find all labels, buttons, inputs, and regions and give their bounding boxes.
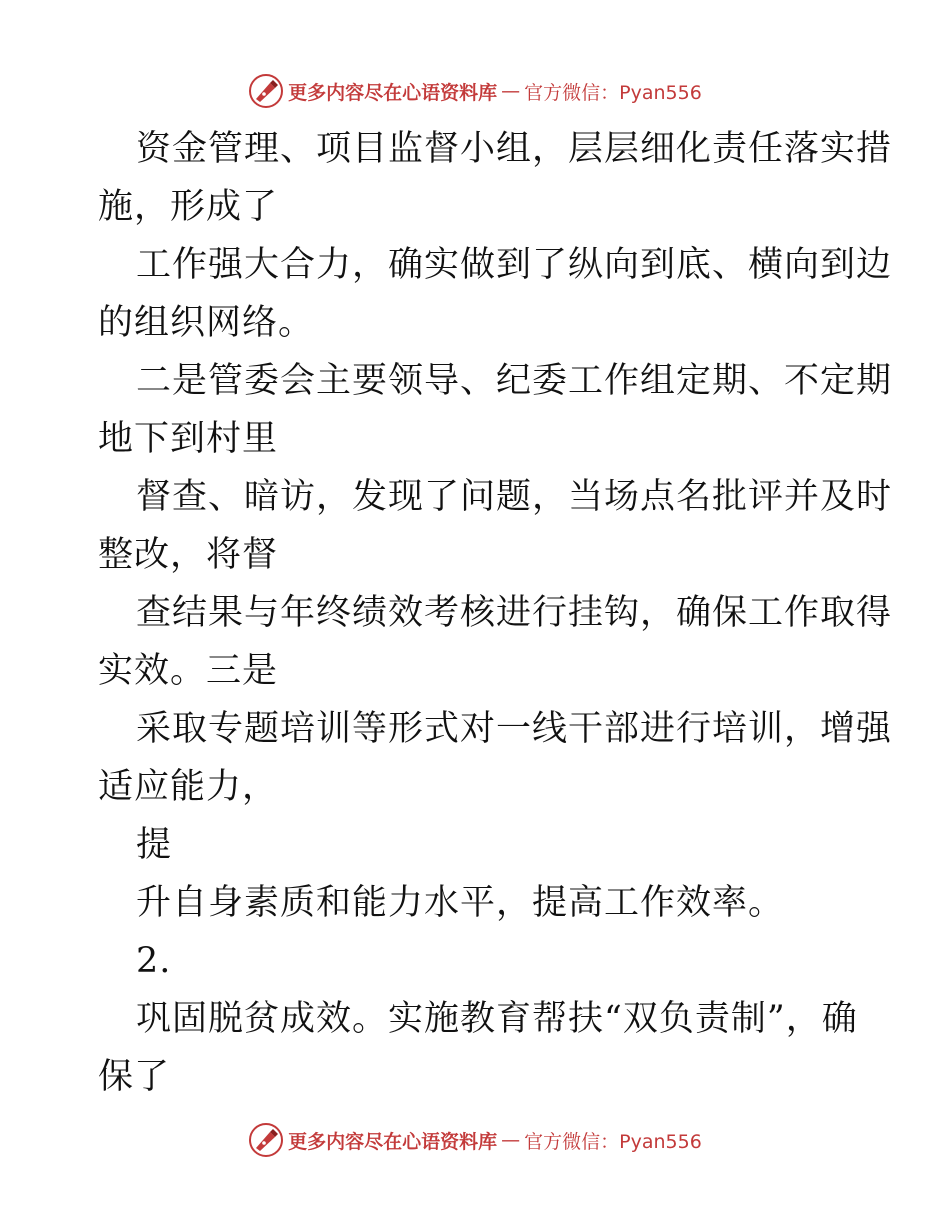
text-line: 提 bbox=[136, 825, 173, 865]
text-line: 资金管理、项目监督小组，层层细化责任落实措 bbox=[136, 129, 893, 169]
text-line: 整改，将督 bbox=[98, 535, 279, 575]
document-body bbox=[98, 120, 893, 1106]
text-line: 的组织网络。 bbox=[98, 303, 315, 343]
footer-title: 更多内容尽在心语资料库 bbox=[288, 1130, 498, 1153]
footer-separator: — bbox=[501, 1129, 521, 1151]
page-footer-banner bbox=[0, 1120, 950, 1160]
text-line: 2. bbox=[136, 941, 172, 981]
text-line: 二是管委会主要领导、纪委工作组定期、不定期 bbox=[136, 361, 893, 401]
header-separator: — bbox=[501, 80, 521, 102]
text-line: 保了 bbox=[98, 1057, 171, 1097]
text-line: 施，形成了 bbox=[98, 187, 279, 227]
pen-nib-logo-icon bbox=[248, 73, 284, 109]
text-line: 查结果与年终绩效考核进行挂钩，确保工作取得 bbox=[136, 593, 893, 633]
footer-contact: 官方微信：Pyan556 bbox=[524, 1130, 702, 1153]
pen-nib-logo-icon bbox=[248, 1122, 284, 1158]
text-line: 工作强大合力，确实做到了纵向到底、横向到边 bbox=[136, 245, 893, 285]
text-line: 实效。三是 bbox=[98, 651, 279, 691]
text-line: 采取专题培训等形式对一线干部进行培训，增强 bbox=[136, 709, 893, 749]
header-banner-inner bbox=[248, 73, 702, 109]
page-header-banner bbox=[0, 71, 950, 111]
text-line: 地下到村里 bbox=[98, 419, 279, 459]
text-line: 巩固脱贫成效。实施教育帮扶“双负责制”，确 bbox=[136, 999, 858, 1039]
text-line: 适应能力， bbox=[98, 767, 279, 807]
text-line: 督查、暗访，发现了问题，当场点名批评并及时 bbox=[136, 477, 893, 517]
text-line: 升自身素质和能力水平，提高工作效率。 bbox=[136, 883, 785, 923]
header-contact: 官方微信：Pyan556 bbox=[524, 81, 702, 104]
header-title: 更多内容尽在心语资料库 bbox=[288, 81, 498, 104]
footer-banner-inner bbox=[248, 1122, 702, 1158]
